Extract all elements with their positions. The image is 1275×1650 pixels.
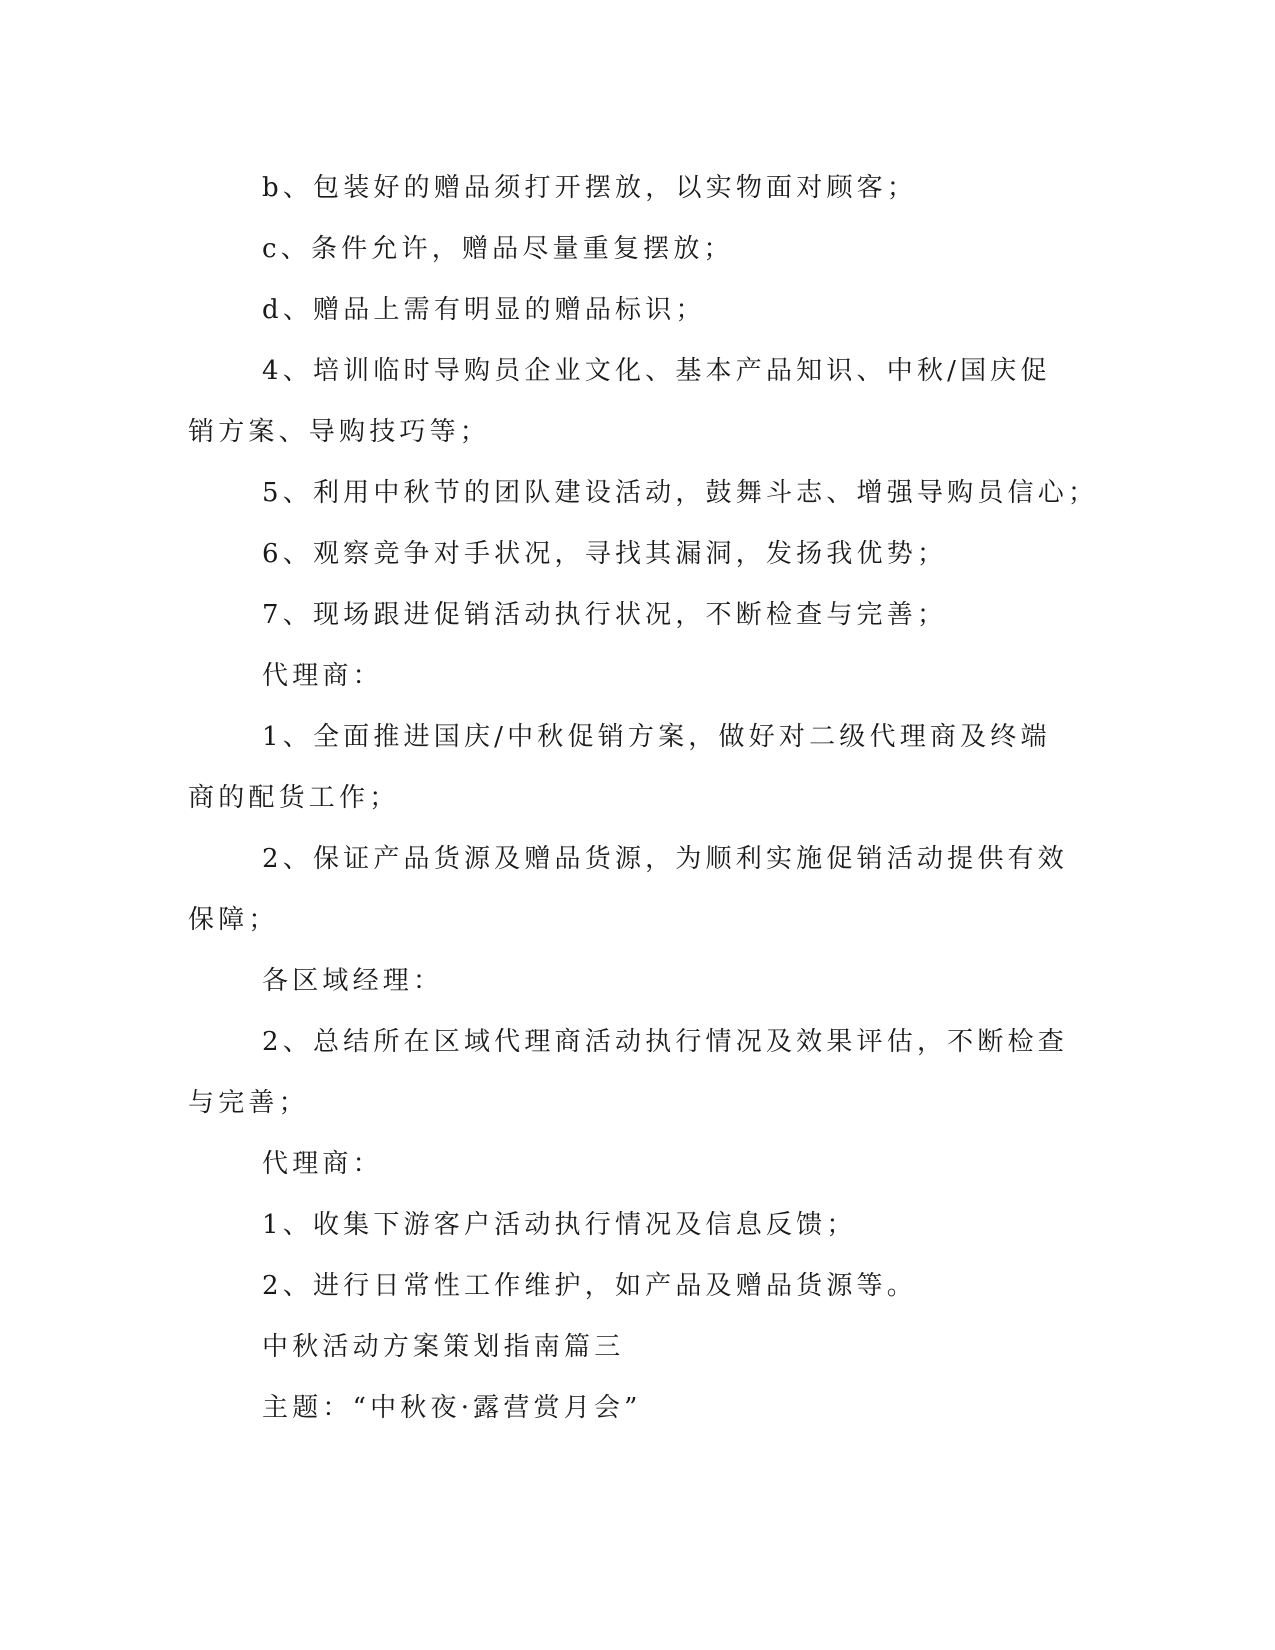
paragraph: 7、现场跟进促销活动执行状况，不断检查与完善； [262, 600, 948, 630]
section-label-regional-manager: 各区域经理： [262, 966, 444, 996]
paragraph: c、条件允许，赠品尽量重复摆放； [262, 234, 734, 264]
paragraph: d、赠品上需有明显的赠品标识； [262, 295, 706, 325]
paragraph: 4、培训临时导购员企业文化、基本产品知识、中秋/国庆促销方案、导购技巧等； [188, 356, 1051, 447]
paragraph: 1、全面推进国庆/中秋促销方案，做好对二级代理商及终端商的配货工作； [188, 722, 1051, 813]
section-heading: 中秋活动方案策划指南篇三 [262, 1332, 625, 1362]
paragraph: b、包装好的赠品须打开摆放，以实物面对顾客； [262, 173, 918, 203]
document-body [188, 158, 1099, 1439]
paragraph: 6、观察竞争对手状况，寻找其漏洞，发扬我优势； [262, 539, 948, 569]
section-label-agent: 代理商： [262, 661, 383, 691]
paragraph: 2、保证产品货源及赠品货源，为顺利实施促销活动提供有效保障； [188, 844, 1068, 935]
paragraph: 5、利用中秋节的团队建设活动，鼓舞斗志、增强导购员信心； [262, 478, 1099, 508]
paragraph: 2、进行日常性工作维护，如产品及赠品货源等。 [262, 1271, 917, 1301]
section-label-agent: 代理商： [262, 1149, 383, 1179]
theme-line: 主题：“中秋夜·露营赏月会” [262, 1393, 642, 1423]
paragraph: 1、收集下游客户活动执行情况及信息反馈； [262, 1210, 857, 1240]
paragraph: 2、总结所在区域代理商活动执行情况及效果评估，不断检查与完善； [188, 1027, 1068, 1118]
